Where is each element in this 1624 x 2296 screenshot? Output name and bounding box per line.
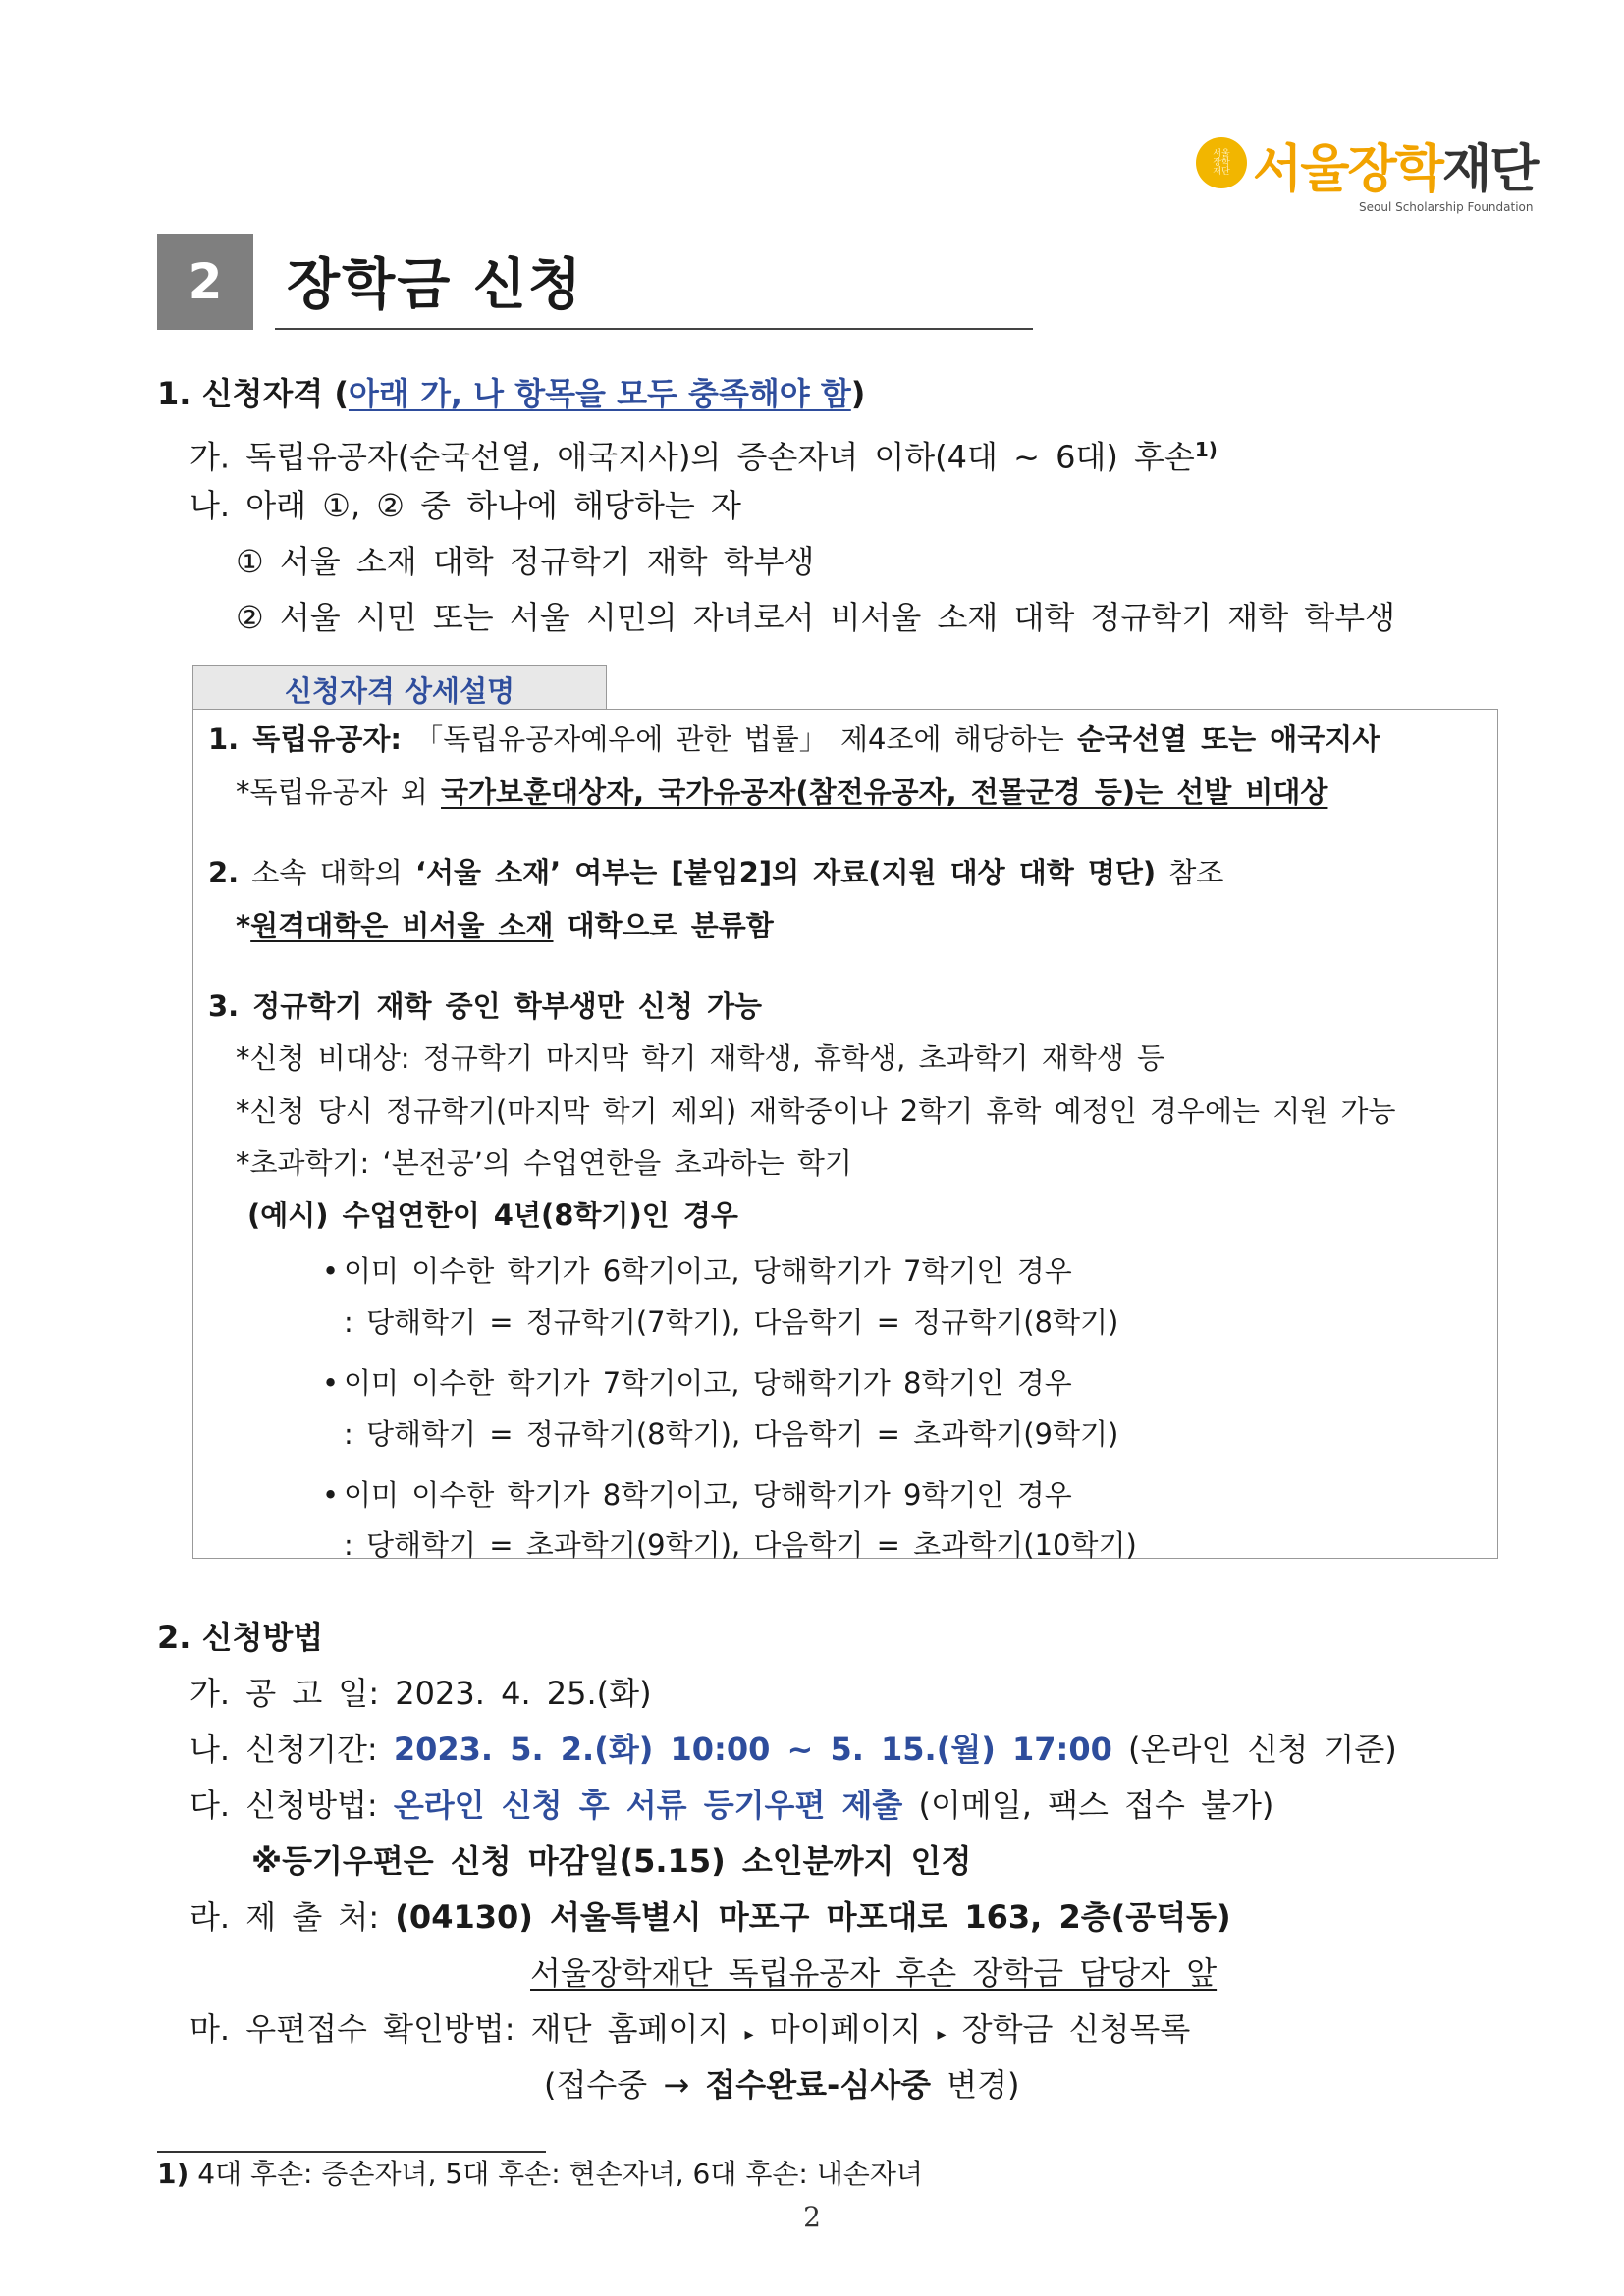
triangle-right-icon: ▸ bbox=[744, 2024, 754, 2045]
eligibility-heading-text: 1. 신청자격 bbox=[157, 375, 324, 412]
detail-p3-note-3: *초과학기: ‘본전공’의 수업연한을 초과하는 학기 bbox=[236, 1147, 852, 1180]
eligibility-item-b2: ② 서울 시민 또는 서울 시민의 자녀로서 비서울 소재 대학 정규학기 재학 학부생 bbox=[236, 599, 1396, 636]
logo-emblem-icon bbox=[1196, 137, 1247, 188]
eligibility-paren-open: ( bbox=[323, 375, 349, 412]
footnote-divider bbox=[157, 2151, 546, 2153]
arrow-right-icon: → bbox=[663, 2066, 690, 2104]
detail-example-case: • 이미 이수한 학기가 6학기이고, 당해학기가 7학기인 경우 bbox=[344, 1253, 1072, 1290]
detail-p2-note-rest: 대학으로 분류함 bbox=[567, 909, 774, 942]
logo-emblem-line: 장학 bbox=[1213, 158, 1230, 168]
eligibility-item-b: 나. 아래 ①, ② 중 하나에 해당하는 자 bbox=[189, 487, 741, 524]
logo-subtitle: Seoul Scholarship Foundation bbox=[1359, 200, 1534, 214]
triangle-right-icon: ▸ bbox=[937, 2024, 947, 2045]
page-number: 2 bbox=[803, 2201, 821, 2233]
section-title: 장학금 신청 bbox=[287, 253, 583, 317]
eligibility-item-a bbox=[189, 430, 1218, 477]
method-c-note: (이메일, 팩스 접수 불가) bbox=[918, 1787, 1274, 1824]
method-a-label: 가. 공 고 일: bbox=[189, 1675, 380, 1712]
detail-example-title: (예시) 수업연한이 4년(8학기)인 경우 bbox=[247, 1199, 738, 1232]
detail-p1-note-bold: 국가보훈대상자, 국가유공자(참전유공자, 전몰군경 등)는 선발 비대상 bbox=[441, 775, 1328, 809]
detail-p2-note-star: * bbox=[236, 909, 251, 942]
detail-p2-bold: ‘서울 소재’ 여부는 [붙임2]의 자료(지원 대상 대학 명단) bbox=[414, 856, 1157, 889]
detail-box-tab-label: 신청자격 상세설명 bbox=[284, 674, 515, 708]
detail-box-tab bbox=[192, 665, 607, 710]
method-e-end: 장학금 신청목록 bbox=[961, 2010, 1191, 2048]
logo-emblem-line: 재단 bbox=[1213, 167, 1230, 177]
detail-p1-text: 「독립유공자예우에 관한 법률」 제4조에 해당하는 bbox=[414, 722, 1064, 756]
method-item-a bbox=[189, 1674, 652, 1713]
method-item-d bbox=[189, 1897, 1231, 1937]
logo-name bbox=[1253, 128, 1537, 201]
method-d-value: (04130) 서울특별시 마포구 마포대로 163, 2층(공덕동) bbox=[395, 1898, 1231, 1936]
method-e-mid: 마이페이지 bbox=[769, 2010, 922, 2048]
detail-p2-lead: 2. bbox=[208, 856, 240, 889]
method-b-value: 2023. 5. 2.(화) 10:00 ~ 5. 15.(월) 17:00 bbox=[393, 1731, 1112, 1768]
detail-p1-note bbox=[236, 774, 1327, 811]
footnote-ref: 1) bbox=[1194, 438, 1218, 461]
logo-emblem-text bbox=[1196, 150, 1247, 177]
method-a-value: 2023. 4. 25.(화) bbox=[395, 1675, 652, 1712]
detail-p2-text-end: 참조 bbox=[1168, 856, 1224, 889]
method-b-label: 나. 신청기간: bbox=[189, 1731, 378, 1768]
detail-p2-text: 소속 대학의 bbox=[251, 856, 403, 889]
footnote bbox=[157, 2157, 923, 2192]
method-e-sub-close: 변경) bbox=[947, 2066, 1020, 2104]
eligibility-heading-note: 아래 가, 나 항목을 모두 충족해야 함 bbox=[348, 375, 851, 412]
eligibility-heading bbox=[157, 374, 865, 413]
detail-p3-title: 3. 정규학기 재학 중인 학부생만 신청 가능 bbox=[208, 989, 762, 1023]
method-c-value: 온라인 신청 후 서류 등기우편 제출 bbox=[393, 1787, 903, 1824]
detail-p1-note-lead: *독립유공자 외 bbox=[236, 775, 428, 809]
method-item-d-sub: 서울장학재단 독립유공자 후손 장학금 담당자 앞 bbox=[530, 1954, 1218, 1992]
detail-p2 bbox=[208, 854, 1223, 891]
foundation-logo bbox=[1196, 126, 1538, 216]
method-b-note: (온라인 신청 기준) bbox=[1128, 1731, 1397, 1768]
logo-emblem-line: 서울 bbox=[1213, 149, 1230, 159]
footnote-mark: 1) bbox=[157, 2158, 189, 2190]
detail-p3-note-2: *신청 당시 정규학기(마지막 학기 제외) 재학중이나 2학기 휴학 예정인 경우에는 지원 가능 bbox=[236, 1095, 1396, 1128]
eligibility-item-a-text: 가. 독립유공자(순국선열, 애국지사)의 증손자녀 이하(4대 ~ 6대) 후손 bbox=[189, 438, 1195, 476]
method-d-label: 라. 제 출 처: bbox=[189, 1898, 380, 1936]
method-c-label: 다. 신청방법: bbox=[189, 1787, 378, 1824]
section-divider bbox=[275, 328, 1033, 330]
method-e-sub-open: (접수중 bbox=[544, 2066, 648, 2104]
detail-example-case: • 이미 이수한 학기가 8학기이고, 당해학기가 9학기인 경우 bbox=[344, 1476, 1072, 1514]
detail-example-result: : 당해학기 = 초과학기(9학기), 다음학기 = 초과학기(10학기) bbox=[344, 1528, 1137, 1562]
detail-example-result: : 당해학기 = 정규학기(7학기), 다음학기 = 정규학기(8학기) bbox=[344, 1306, 1119, 1339]
footnote-text: 4대 후손: 증손자녀, 5대 후손: 현손자녀, 6대 후손: 내손자녀 bbox=[197, 2158, 923, 2190]
eligibility-paren-close: ) bbox=[850, 375, 866, 412]
section-number: 2 bbox=[157, 234, 253, 330]
method-item-b bbox=[189, 1730, 1397, 1769]
detail-example-case: • 이미 이수한 학기가 7학기이고, 당해학기가 8학기인 경우 bbox=[344, 1364, 1072, 1402]
detail-p1-bold: 순국선열 또는 애국지사 bbox=[1077, 722, 1380, 756]
logo-name-yellow: 서울장학 bbox=[1253, 140, 1442, 199]
method-item-e bbox=[189, 2009, 1190, 2055]
method-e-label: 마. 우편접수 확인방법: 재단 홈페이지 bbox=[189, 2010, 730, 2048]
detail-p2-note-underlined: 원격대학은 비서울 소재 bbox=[250, 909, 554, 942]
method-item-c bbox=[189, 1786, 1273, 1825]
detail-p1 bbox=[208, 721, 1380, 758]
eligibility-item-b1: ① 서울 소재 대학 정규학기 재학 학부생 bbox=[236, 543, 815, 580]
detail-p1-lead: 1. 독립유공자: bbox=[208, 722, 402, 756]
method-e-sub-bold: 접수완료-심사중 bbox=[705, 2066, 932, 2104]
method-heading: 2. 신청방법 bbox=[157, 1619, 324, 1656]
detail-p3-note-1: *신청 비대상: 정규학기 마지막 학기 재학생, 휴학생, 초과학기 재학생 등 bbox=[236, 1041, 1165, 1075]
method-item-e-sub bbox=[544, 2065, 1020, 2105]
detail-example-result: : 당해학기 = 정규학기(8학기), 다음학기 = 초과학기(9학기) bbox=[344, 1417, 1119, 1451]
detail-p2-note bbox=[236, 907, 774, 944]
logo-name-dark: 재단 bbox=[1441, 140, 1538, 199]
method-item-c-sub: ※등기우편은 신청 마감일(5.15) 소인분까지 인정 bbox=[251, 1842, 972, 1880]
